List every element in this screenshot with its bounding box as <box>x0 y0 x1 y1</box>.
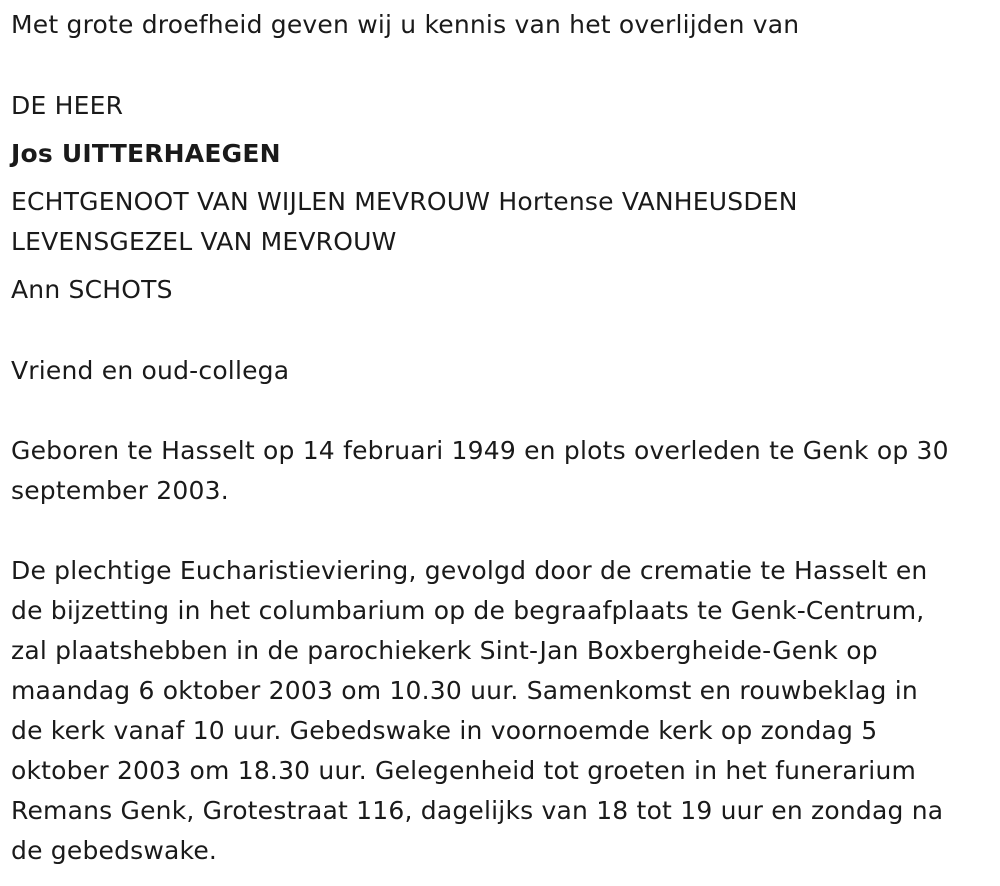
spouse-line: ECHTGENOOT VAN WIJLEN MEVROUW Hortense VANHEUSDEN <box>11 187 798 216</box>
ceremony-line: maandag 6 oktober 2003 om 10.30 uur. Samenkomst en rouwbeklag in <box>11 676 918 705</box>
ceremony-line: de kerk vanaf 10 uur. Gebedswake in voornoemde kerk op zondag 5 <box>11 716 878 745</box>
relation-text: Vriend en oud-collega <box>11 356 290 385</box>
ceremony-line: De plechtige Eucharistieviering, gevolgd door de crematie te Hasselt en <box>11 556 928 585</box>
ceremony-line: oktober 2003 om 18.30 uur. Gelegenheid tot groeten in het funerarium <box>11 756 917 785</box>
birth-death-line: Geboren te Hasselt op 14 februari 1949 en plots overleden te Genk op 30 <box>11 436 949 465</box>
ceremony-line: zal plaatshebben in de parochiekerk Sint-Jan Boxbergheide-Genk op <box>11 636 878 665</box>
partner-name: Ann SCHOTS <box>11 275 173 304</box>
deceased-name: Jos UITTERHAEGEN <box>11 139 281 168</box>
partner-line: LEVENSGEZEL VAN MEVROUW <box>11 227 397 256</box>
intro-text: Met grote droefheid geven wij u kennis van het overlijden van <box>11 10 800 39</box>
title-text: DE HEER <box>11 91 124 120</box>
ceremony-line: Remans Genk, Grotestraat 116, dagelijks van 18 tot 19 uur en zondag na <box>11 796 944 825</box>
ceremony-line: de gebedswake. <box>11 836 218 865</box>
birth-death-line: september 2003. <box>11 476 229 505</box>
ceremony-line: de bijzetting in het columbarium op de begraafplaats te Genk-Centrum, <box>11 596 925 625</box>
